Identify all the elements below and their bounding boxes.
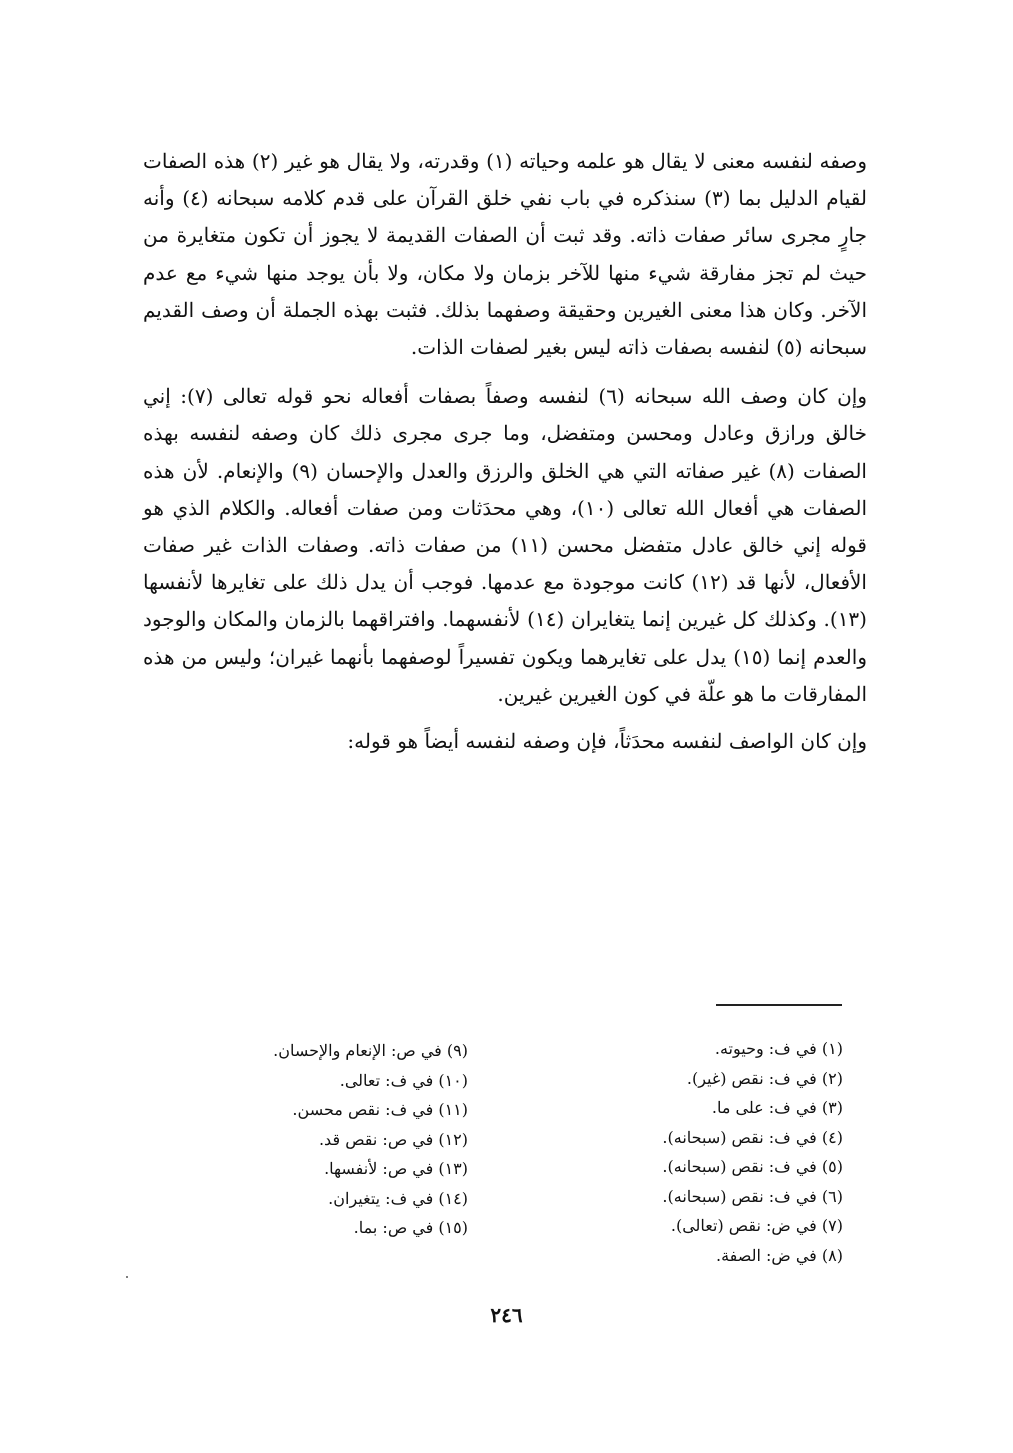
footnote: (٧) في ض: نقص (تعالى). xyxy=(670,1216,843,1235)
footnotes-left-column xyxy=(273,1036,468,1243)
footnote: (٣) في ف: على ما. xyxy=(711,1098,843,1117)
footnote: (١٣) في ص: لأنفسها. xyxy=(324,1159,468,1178)
footnote: (٥) في ف: نقص (سبحانه). xyxy=(662,1157,843,1176)
footnote: (٢) في ف: نقص (غير). xyxy=(686,1068,843,1088)
footnote: (١٥) في ص: بما. xyxy=(353,1218,468,1237)
page-number: ٢٤٦ xyxy=(490,1303,523,1327)
scan-speck xyxy=(126,1276,128,1278)
footnote-separator xyxy=(716,1004,842,1006)
footnote: (١٢) في ص: نقص قد. xyxy=(318,1129,468,1149)
footnote: (٦) في ف: نقص (سبحانه). xyxy=(662,1186,843,1206)
footnote: (١١) في ف: نقص محسن. xyxy=(292,1100,468,1119)
main-text xyxy=(143,143,867,760)
footnote: (١) في ف: وحيوته. xyxy=(714,1039,843,1058)
footnote: (٩) في ص: الإنعام والإحسان. xyxy=(273,1041,468,1060)
footnote: (٤) في ف: نقص (سبحانه). xyxy=(662,1127,843,1147)
paragraph-1: وصفه لنفسه معنى لا يقال هو علمه وحياته (١) وقدرته، ولا يقال هو غير (٢) هذه الصفات لقيام الدليل بما (٣) سنذكره في باب نفي خلق القرآن على قدم كلامه سبحانه (٤) وأنه جارٍ مجرى سائر صفات ذاته. وقد ثبت أن الصفات القديمة لا يجوز أن تكون متغايرة من حيث لم تجز مفارقة شيء منها للآخر بزمان ولا مكان، ولا بأن يوجد منها شيء مع عدم الآخر. وكان هذا معنى الغيرين وحقيقة وصفهما بذلك. فثبت بهذه الجملة أن وصف القديم سبحانه (٥) لنفسه بصفات ذاته ليس بغير لصفات الذات. xyxy=(143,149,868,360)
footnotes-right-column xyxy=(662,1034,843,1270)
footnote: (١٤) في ف: يتغيران. xyxy=(328,1188,468,1208)
paragraph-3: وإن كان الواصف لنفسه محدَثاً، فإن وصفه لنفسه أيضاً هو قوله: xyxy=(347,729,867,754)
footnote: (١٠) في ف: تعالى. xyxy=(339,1070,468,1090)
footnote: (٨) في ض: الصفة. xyxy=(715,1245,843,1265)
paragraph-2: وإن كان وصف الله سبحانه (٦) لنفسه وصفاً بصفات أفعاله نحو قوله تعالى (٧): إني خالق ورازق وعادل ومحسن ومتفضل، وما جرى مجرى ذلك كان وصفه لنفسه بهذه الصفات (٨) غير صفاته التي هي الخلق والرزق والعدل والإحسان (٩) والإنعام. لأن هذه الصفات هي أفعال الله تعالى (١٠)، وهي محدَثات ومن صفات أفعاله. والكلام الذي هو قوله إني خالق عادل متفضل محسن (١١) من صفات ذاته. وصفات الذات غير صفات الأفعال، لأنها قد (١٢) كانت موجودة مع عدمها. فوجب أن يدل ذلك على تغايرها لأنفسها (١٣). وكذلك كل غيرين إنما يتغايران (١٤) لأنفسهما. وافتراقهما بالزمان والمكان والوجود والعدم إنما (١٥) يدل على تغايرهما ويكون تفسيراً لوصفهما بأنهما غيران؛ وليس من هذه المفارقات ما هو علّة في كون الغيرين غيرين. xyxy=(143,384,868,706)
